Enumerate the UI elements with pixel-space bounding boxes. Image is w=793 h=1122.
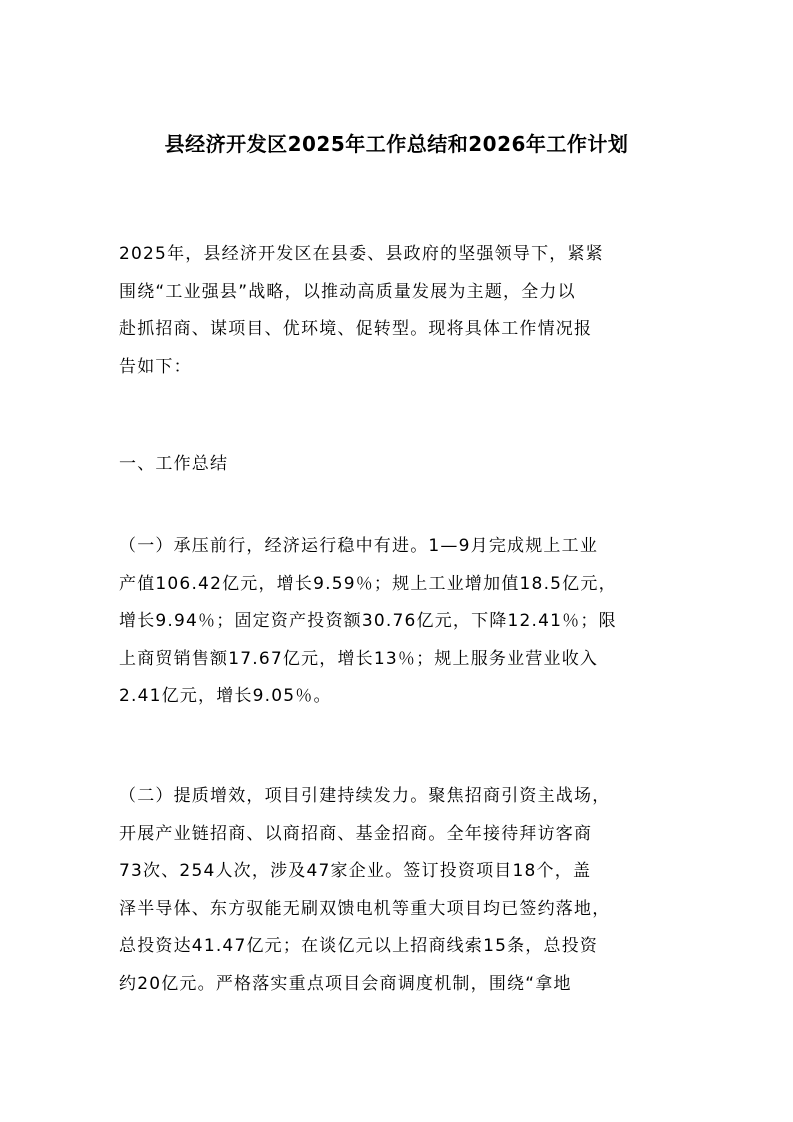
part1-line: 产值106.42亿元，增长9.59％；规上工业增加值18.5亿元， — [119, 573, 617, 594]
document-title: 县经济开发区2025年工作总结和2026年工作计划 — [164, 132, 629, 156]
section-heading-work-summary: 一、工作总结 — [119, 454, 229, 474]
part2-line: 约20亿元。严格落实重点项目会商调度机制，围绕“拿地 — [119, 973, 572, 994]
part1-line: 增长9.94％；固定资产投资额30.76亿元，下降12.41％；限 — [119, 611, 617, 631]
part2-line: 73次、254人次，涉及47家企业。签订投资项目18个，盖 — [119, 861, 592, 881]
part2-line: 开展产业链招商、以商招商、基金招商。全年接待拜访客商 — [119, 823, 593, 844]
part1-paragraph — [119, 528, 679, 716]
part2-paragraph — [119, 778, 679, 1003]
part2-line: 泽半导体、东方驭能无刷双馈电机等重大项目均已签约落地， — [119, 898, 611, 919]
part2-line: （二）提质增效，项目引建持续发力。聚焦招商引资主战场， — [119, 786, 611, 806]
intro-line: 2025年，县经济开发区在县委、县政府的坚强领导下，紧紧 — [119, 244, 604, 264]
part2-line: 总投资达41.47亿元；在谈亿元以上招商线索15条，总投资 — [119, 936, 599, 956]
intro-paragraph — [119, 236, 679, 386]
intro-line: 告如下： — [119, 356, 192, 377]
part1-line: 2.41亿元，增长9.05％。 — [119, 686, 332, 706]
part1-line: 上商贸销售额17.67亿元，增长13％；规上服务业营业收入 — [119, 648, 599, 669]
intro-line: 围绕“工业强县”战略，以推动高质量发展为主题，全力以 — [119, 281, 576, 302]
part1-line: （一）承压前行，经济运行稳中有进。1—9月完成规上工业 — [119, 536, 599, 556]
intro-line: 赴抓招商、谋项目、优环境、促转型。现将具体工作情况报 — [119, 319, 593, 339]
